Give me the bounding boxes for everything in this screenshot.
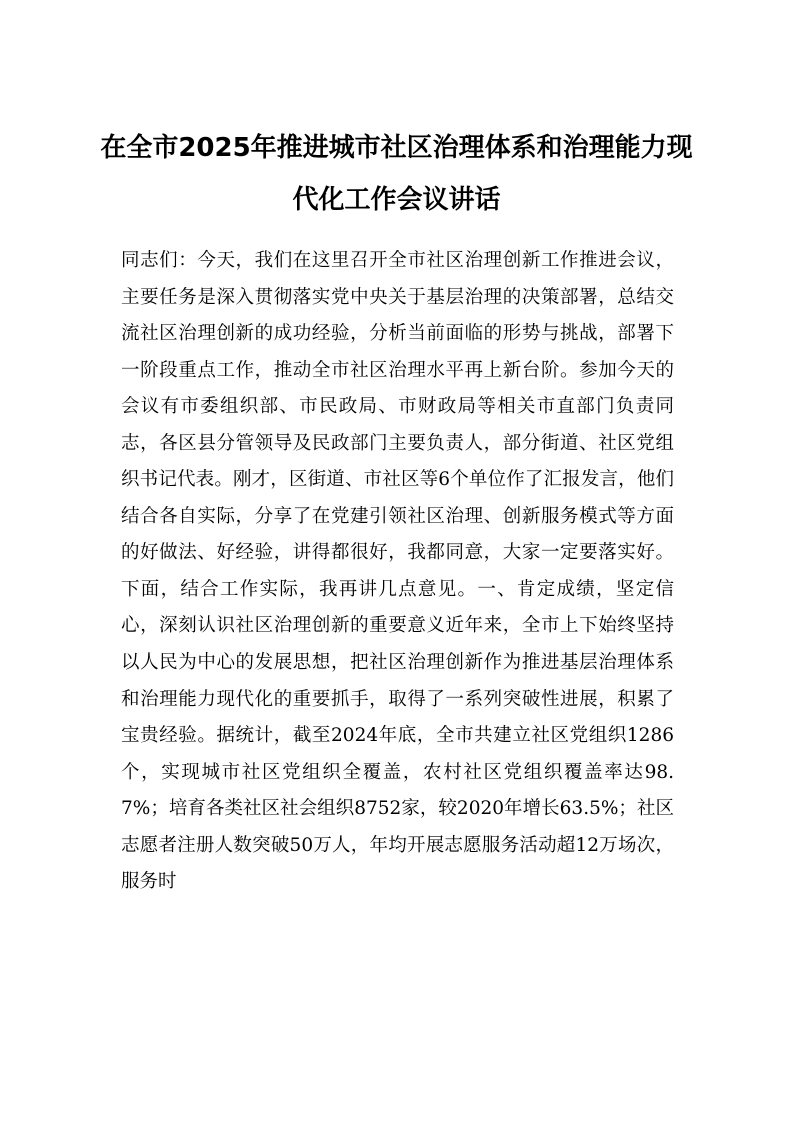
document-title: 在全市2025年推进城市社区治理体系和治理能力现代化工作会议讲话 [100, 133, 693, 215]
document-body-paragraph: 同志们：今天，我们在这里召开全市社区治理创新工作推进会议，主要任务是深入贯彻落实党中央关于基层治理的决策部署，总结交流社区治理创新的成功经验，分析当前面临的形势与挑战，部署下一阶段重点工作，推动全市社区治理水平再上新台阶。参加今天的会议有市委组织部、市民政局、市财政局等相关市直部门负责同志，各区县分管领导及民政部门主要负责人，部分街道、社区党组织书记代表。刚才，区街道、市社区等6个单位作了汇报发言，他们结合各自实际，分享了在党建引领社区治理、创新服务模式等方面的好做法、好经验，讲得都很好，我都同意，大家一定要落实好。下面，结合工作实际，我再讲几点意见。一、肯定成绩，坚定信心，深刻认识社区治理创新的重要意义近年来，全市上下始终坚持以人民为中心的发展思想，把社区治理创新作为推进基层治理体系和治理能力现代化的重要抓手，取得了一系列突破性进展，积累了宝贵经验。据统计，截至2024年底，全市共建立社区党组织1286个，实现城市社区党组织全覆盖，农村社区党组织覆盖率达98.7%；培育各类社区社会组织8752家，较2020年增长63.5%；社区志愿者注册人数突破50万人，年均开展志愿服务活动超12万场次，服务时 [121, 250, 674, 893]
